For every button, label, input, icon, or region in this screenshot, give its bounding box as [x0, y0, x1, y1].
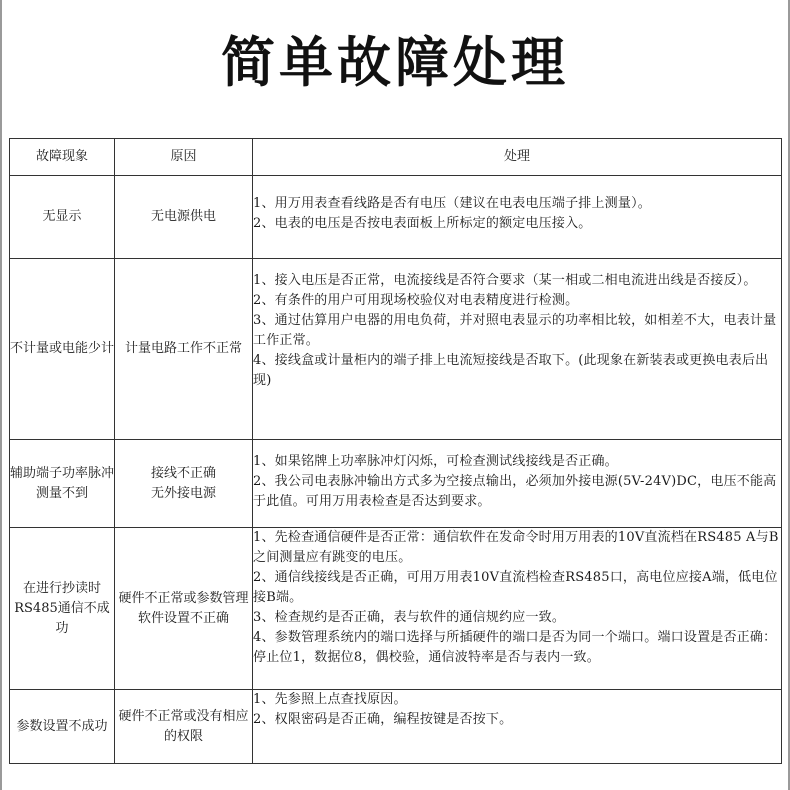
handling-step: 2、通信线接线是否正确，可用万用表10V直流档检查RS485口，高电位应接A端，低电位接B端。 — [253, 570, 778, 605]
handling-step: 1、接入电压是否正常，电流接线是否符合要求（某一相或二相电流进出线是否接反）。 — [253, 273, 757, 288]
handling-step: 4、接线盒或计量柜内的端子排上电流短接线是否取下。(此现象在新装表或更换电表后出现) — [253, 353, 769, 388]
table-row — [10, 528, 782, 690]
handling-cell — [253, 440, 782, 528]
handling-cell — [253, 259, 782, 440]
fault-table — [9, 138, 782, 764]
handling-step: 2、电表的电压是否按电表面板上所标定的额定电压接入。 — [253, 216, 592, 231]
cause-cell: 计量电路工作不正常 — [115, 259, 253, 440]
handling-step: 1、先参照上点查找原因。 — [253, 692, 407, 707]
table-row — [10, 440, 782, 528]
cause-cell: 无电源供电 — [115, 176, 253, 259]
handling-cell — [253, 176, 782, 259]
header-cause: 原因 — [115, 139, 253, 176]
handling-step: 1、先检查通信硬件是否正常：通信软件在发命令时用万用表的10V直流档在RS485 A与B之间测量应有跳变的电压。 — [253, 530, 779, 565]
cause-cell: 硬件不正常或没有相应的权限 — [115, 690, 253, 764]
cause-cell: 接线不正确 无外接电源 — [115, 440, 253, 528]
symptom-cell: 参数设置不成功 — [10, 690, 115, 764]
handling-step: 1、如果铭牌上功率脉冲灯闪烁，可检查测试线接线是否正确。 — [253, 454, 618, 469]
header-handling: 处理 — [253, 139, 782, 176]
header-symptom: 故障现象 — [10, 139, 115, 176]
handling-cell — [253, 690, 782, 764]
table-row — [10, 259, 782, 440]
table-header-row — [10, 139, 782, 176]
table-row — [10, 176, 782, 259]
symptom-cell: 无显示 — [10, 176, 115, 259]
page-title: 简单故障处理 — [221, 31, 569, 94]
cause-cell: 硬件不正常或参数管理软件设置不正确 — [115, 528, 253, 690]
handling-step: 3、通过估算用户电器的用电负荷，并对照电表显示的功率相比较，如相差不大，电表计量工作正常。 — [253, 313, 777, 348]
handling-step: 2、权限密码是否正确，编程按键是否按下。 — [253, 712, 513, 727]
table-row — [10, 690, 782, 764]
symptom-cell: 在进行抄读时RS485通信不成功 — [10, 528, 115, 690]
handling-step: 4、参数管理系统内的端口选择与所插硬件的端口是否为同一个端口。端口设置是否正确：停止位1，数据位8，偶校验，通信波特率是否与表内一致。 — [253, 630, 777, 665]
page-left-border — [0, 0, 2, 790]
handling-step: 2、有条件的用户可用现场校验仪对电表精度进行检测。 — [253, 293, 579, 308]
handling-step: 2、我公司电表脉冲输出方式多为空接点输出，必须加外接电源(5V-24V)DC，电压不能高于此值。可用万用表检查是否达到要求。 — [253, 474, 777, 509]
handling-cell — [253, 528, 782, 690]
handling-step: 3、检查规约是否正确，表与软件的通信规约应一致。 — [253, 610, 566, 625]
symptom-cell: 辅助端子功率脉冲测量不到 — [10, 440, 115, 528]
symptom-cell: 不计量或电能少计 — [10, 259, 115, 440]
handling-step: 1、用万用表查看线路是否有电压（建议在电表电压端子排上测量）。 — [253, 196, 651, 211]
